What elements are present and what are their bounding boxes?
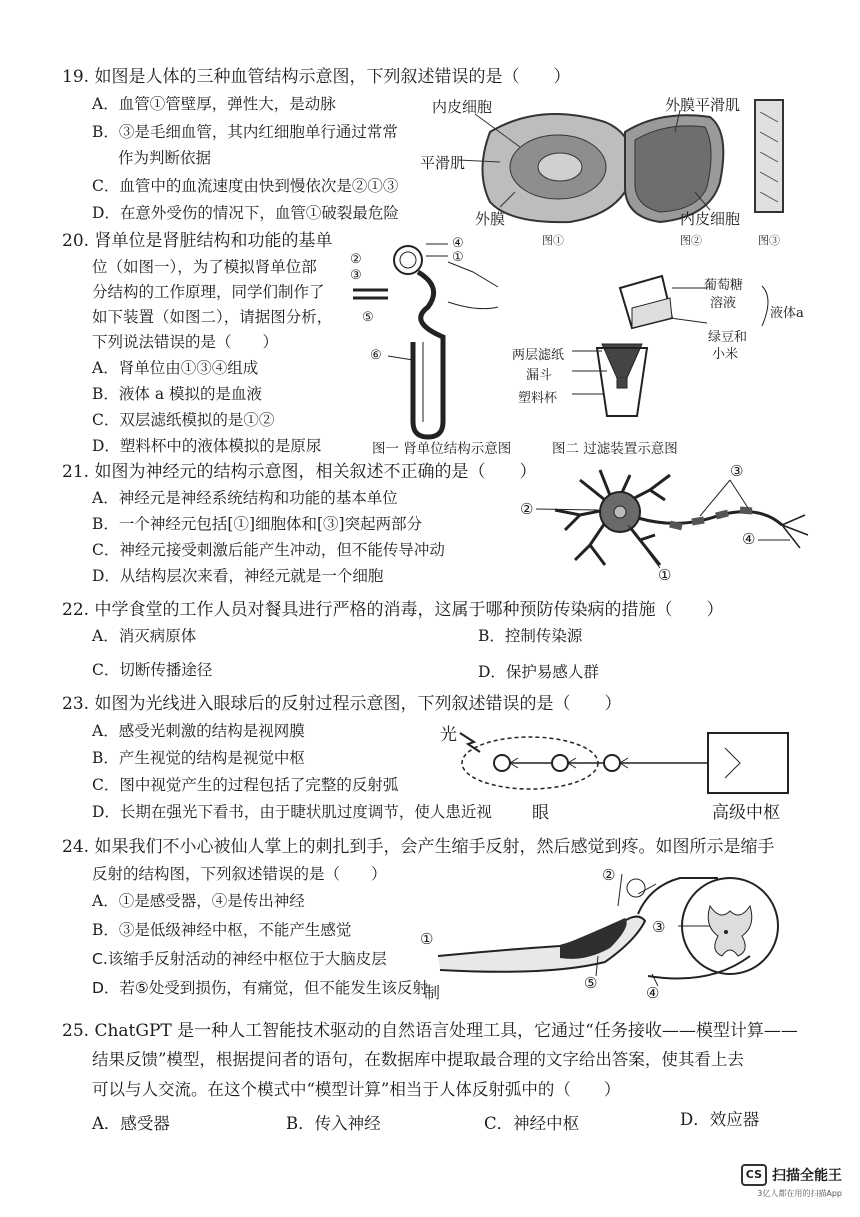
label-outer-membrane: 外膜 (475, 210, 506, 228)
nephron-label-1: ① (452, 250, 464, 265)
q21-option-c: C．神经元接受刺激后能产生冲动，但不能传导冲动 (92, 541, 445, 559)
label-outer-membrane-smooth-muscle: 外膜平滑肌 (665, 96, 741, 114)
label-eye: 眼 (532, 803, 549, 823)
q24-option-c: C.该缩手反射活动的神经中枢位于大脑皮层 (92, 950, 387, 968)
nephron-label-3: ③ (350, 268, 362, 283)
q24-option-b: B．③是低级神经中枢，不能产生感觉 (92, 921, 352, 939)
q24-option-d: D．若⑤处受到损伤，有痛觉，但不能发生该反射 (92, 979, 428, 997)
scanner-app-name: 扫描全能王 (772, 1168, 842, 1184)
q25-option-b: B．传入神经 (286, 1114, 381, 1133)
label-fig1: 图① (542, 234, 564, 247)
q19-option-c: C．血管中的血流速度由快到慢依次是②①③ (92, 177, 399, 195)
q23-option-a: A．感受光刺激的结构是视网膜 (92, 722, 305, 740)
q20-stem-line3: 分结构的工作原理，同学们制作了 (92, 283, 325, 301)
q23-option-c: C．图中视觉产生的过程包括了完整的反射弧 (92, 776, 399, 794)
nephron-figure (348, 232, 508, 446)
label-light: 光 (440, 725, 457, 745)
q20-stem-line2: 位（如图一），为了模拟肾单位部 (92, 258, 317, 276)
spinal-reflex-figure (420, 866, 820, 1006)
q24-stem-line2: 反射的结构图，下列叙述错误的是（ ） (92, 865, 387, 883)
scanner-watermark (741, 1164, 842, 1199)
q22-option-c: C．切断传播途径 (92, 661, 213, 679)
eye-reflex-figure (440, 718, 810, 828)
q23-option-d: D．长期在强光下看书，由于睫状肌过度调节，使人患近视 (92, 803, 492, 821)
reflex-label-1: ① (420, 930, 434, 948)
q21-option-a: A．神经元是神经系统结构和功能的基本单位 (92, 489, 398, 507)
q19-option-b-cont: 作为判断依据 (118, 149, 212, 167)
q21-stem: 21. 如图为神经元的结构示意图，相关叙述不正确的是（ ） (62, 462, 537, 482)
reflex-label-4: ④ (646, 984, 660, 1002)
q25-option-a: A．感受器 (92, 1114, 170, 1133)
q20-option-c: C．双层滤纸模拟的是①② (92, 411, 275, 429)
label-plastic-cup: 塑料杯 (518, 391, 558, 406)
q25-option-c: C．神经中枢 (484, 1114, 580, 1133)
label-fig2: 图② (680, 234, 702, 247)
label-smooth-muscle: 平滑肌 (420, 154, 466, 172)
q20-stem-line4: 如下装置（如图二），请据图分析， (92, 308, 333, 326)
q22-option-b: B．控制传染源 (478, 627, 583, 645)
neuron-label-3: ③ (730, 462, 744, 480)
q20-stem-line5: 下列说法错误的是（ ） (92, 333, 279, 351)
scanner-tagline: 3亿人都在用的扫描App (757, 1189, 842, 1198)
q25-option-d: D．效应器 (680, 1110, 760, 1129)
filter-device-figure (512, 268, 842, 428)
reflex-label-2: ② (602, 866, 616, 884)
q22-option-d: D．保护易感人群 (478, 663, 599, 681)
nephron-label-6: ⑥ (370, 348, 382, 363)
q19-option-b: B．③是毛细血管，其内红细胞单行通过常常 (92, 123, 398, 141)
q25-stem-line2: 结果反馈”模型，根据提问者的语句，在数据库中提取最合理的文字给出答案，使其看上去 (92, 1050, 744, 1069)
q25-stem-line1: 25. ChatGPT 是一种人工智能技术驱动的自然语言处理工具，它通过“任务接收——模型计算—— (62, 1021, 798, 1041)
q24-stem-line1: 24. 如果我们不小心被仙人掌上的刺扎到手，会产生缩手反射，然后感觉到疼。如图所示是缩手 (62, 837, 775, 857)
q20-option-b: B．液体 a 模拟的是血液 (92, 385, 262, 403)
q23-stem: 23. 如图为光线进入眼球后的反射过程示意图，下列叙述错误的是（ ） (62, 694, 622, 714)
label-millet: 小米 (712, 347, 739, 362)
q22-stem: 22. 中学食堂的工作人员对餐具进行严格的消毒，这属于哪种预防传染病的措施（ ） (62, 600, 724, 620)
reflex-label-3: ③ (652, 918, 666, 936)
label-glucose: 葡萄糖 (704, 278, 744, 293)
caption-fig2: 图二 过滤装置示意图 (552, 441, 678, 457)
label-liquid-a: 液体a (770, 306, 804, 321)
q23-option-b: B．产生视觉的结构是视觉中枢 (92, 749, 305, 767)
blood-vessel-figure (420, 92, 790, 248)
q21-option-b: B．一个神经元包括[①]细胞体和[③]突起两部分 (92, 515, 423, 533)
caption-fig1: 图一 肾单位结构示意图 (372, 441, 512, 457)
nephron-label-2: ② (350, 252, 362, 267)
label-endothelial-cell: 内皮细胞 (432, 98, 493, 116)
label-higher-center: 高级中枢 (712, 803, 780, 823)
trailing-char: 制 (424, 983, 441, 1002)
nephron-label-5: ⑤ (362, 310, 374, 325)
q20-option-a: A．肾单位由①③④组成 (92, 359, 259, 377)
nephron-label-4: ④ (452, 236, 464, 251)
q19-option-d: D．在意外受伤的情况下，血管①破裂最危险 (92, 204, 399, 222)
label-fig3: 图③ (758, 234, 780, 247)
neuron-label-2: ② (520, 500, 534, 518)
neuron-label-1: ① (658, 566, 672, 584)
label-solution: 溶液 (710, 296, 737, 311)
q19-stem: 19. 如图是人体的三种血管结构示意图，下列叙述错误的是（ ） (62, 67, 571, 87)
q22-option-a: A．消灭病原体 (92, 627, 197, 645)
cs-logo-icon: CS (741, 1164, 767, 1186)
q19-option-a: A．血管①管壁厚，弹性大，是动脉 (92, 95, 336, 113)
q20-stem-line1: 20. 肾单位是肾脏结构和功能的基单 (62, 231, 333, 251)
neuron-label-4: ④ (742, 530, 756, 548)
q20-option-d: D．塑料杯中的液体模拟的是原尿 (92, 437, 322, 455)
label-endothelial-cell-2: 内皮细胞 (680, 210, 741, 228)
reflex-label-5: ⑤ (584, 974, 598, 992)
q25-stem-line3: 可以与人交流。在这个模式中“模型计算”相当于人体反射弧中的（ ） (92, 1080, 621, 1099)
label-two-layer-filter: 两层滤纸 (512, 348, 565, 363)
neuron-figure (520, 460, 820, 585)
q21-option-d: D．从结构层次来看，神经元就是一个细胞 (92, 567, 384, 585)
label-mung-bean: 绿豆和 (708, 330, 748, 345)
label-funnel: 漏斗 (526, 368, 553, 383)
q24-option-a: A．①是感受器，④是传出神经 (92, 892, 305, 910)
